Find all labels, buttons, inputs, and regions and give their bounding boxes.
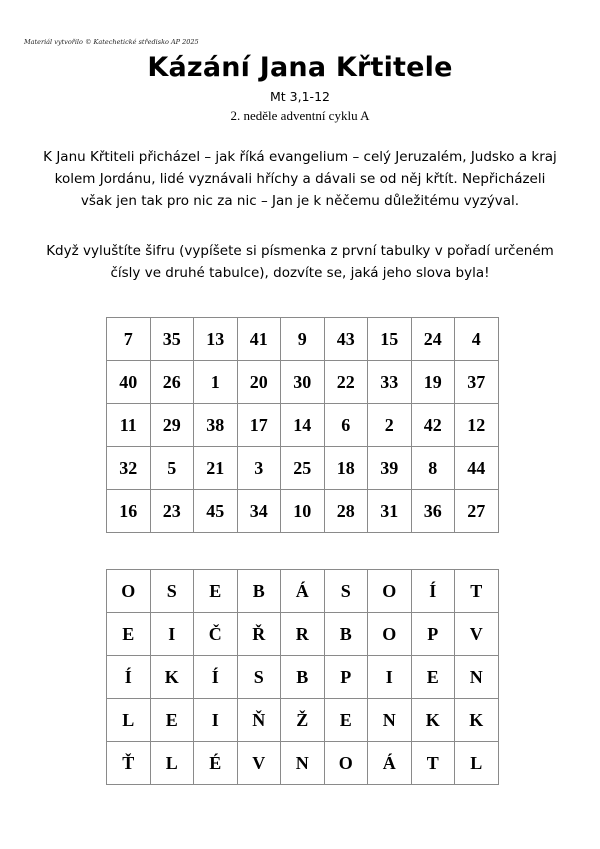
letter-cell: I [368,656,412,699]
number-cell: 22 [324,361,368,404]
credit-line: Materiál vytvořilo © Katechetické středisko AP 2025 [24,38,199,46]
number-cell: 30 [281,361,325,404]
number-cell: 44 [455,447,499,490]
number-cell: 15 [368,318,412,361]
letter-cell: Á [368,742,412,785]
letter-cell: Ř [237,613,281,656]
letter-cell: Í [194,656,238,699]
number-cell: 7 [107,318,151,361]
number-grid-row [107,404,499,447]
letter-cell: Č [194,613,238,656]
number-grid-row [107,447,499,490]
letter-cell: S [237,656,281,699]
letter-grid-row [107,699,499,742]
number-cell: 3 [237,447,281,490]
letter-cell: O [368,613,412,656]
subtitle: 2. neděle adventní cyklu A [230,108,370,123]
letter-cell: E [194,570,238,613]
number-cell: 8 [411,447,455,490]
number-cell: 19 [411,361,455,404]
letter-cell: S [150,570,194,613]
number-cell: 39 [368,447,412,490]
letter-cell: E [411,656,455,699]
number-cell: 40 [107,361,151,404]
number-cell: 41 [237,318,281,361]
intro-paragraph: K Janu Křtiteli přicházel – jak říká evangelium – celý Jeruzalém, Judsko a kraj kolem Jordánu, lidé vyznávali hříchy a dávali se od něj křtít. Nepřicházeli však jen tak pro nic za nic – Jan je k něčemu důležitému vyzýval. [43,149,557,209]
letter-grid [106,569,499,785]
number-cell: 28 [324,490,368,533]
letter-cell: O [107,570,151,613]
number-cell: 31 [368,490,412,533]
number-cell: 4 [455,318,499,361]
letter-cell: É [194,742,238,785]
letter-cell: E [107,613,151,656]
number-cell: 32 [107,447,151,490]
number-cell: 18 [324,447,368,490]
letter-cell: O [368,570,412,613]
letter-cell: N [368,699,412,742]
number-cell: 23 [150,490,194,533]
letter-cell: V [237,742,281,785]
number-cell: 27 [455,490,499,533]
letter-cell: T [455,570,499,613]
letter-cell: V [455,613,499,656]
number-grid-row [107,318,499,361]
number-cell: 20 [237,361,281,404]
letter-cell: E [324,699,368,742]
number-cell: 42 [411,404,455,447]
letter-cell: B [324,613,368,656]
number-cell: 38 [194,404,238,447]
number-cell: 12 [455,404,499,447]
number-cell: 29 [150,404,194,447]
number-cell: 16 [107,490,151,533]
letter-grid-row [107,570,499,613]
letter-cell: B [281,656,325,699]
letter-cell: N [455,656,499,699]
number-cell: 21 [194,447,238,490]
letter-cell: E [150,699,194,742]
letter-cell: I [150,613,194,656]
letter-cell: K [150,656,194,699]
number-cell: 9 [281,318,325,361]
page-title: Kázání Jana Křtitele [147,52,453,83]
letter-cell: L [455,742,499,785]
number-cell: 45 [194,490,238,533]
letter-grid-row [107,656,499,699]
number-cell: 17 [237,404,281,447]
bible-reference: Mt 3,1-12 [270,89,330,104]
letter-cell: S [324,570,368,613]
number-cell: 2 [368,404,412,447]
letter-grid-row [107,613,499,656]
number-cell: 1 [194,361,238,404]
letter-cell: Ť [107,742,151,785]
number-cell: 26 [150,361,194,404]
number-cell: 36 [411,490,455,533]
letter-cell: Á [281,570,325,613]
number-cell: 33 [368,361,412,404]
instructions-paragraph: Když vyluštíte šifru (vypíšete si písmenka z první tabulky v pořadí určeném čísly ve druhé tabulce), dozvíte se, jaká jeho slova byla! [46,243,554,281]
letter-cell: P [411,613,455,656]
letter-cell: Ž [281,699,325,742]
number-cell: 11 [107,404,151,447]
number-cell: 13 [194,318,238,361]
letter-cell: I [194,699,238,742]
number-cell: 37 [455,361,499,404]
letter-cell: R [281,613,325,656]
number-cell: 24 [411,318,455,361]
letter-cell: Ň [237,699,281,742]
letter-cell: O [324,742,368,785]
number-cell: 25 [281,447,325,490]
number-grid-row [107,361,499,404]
number-cell: 5 [150,447,194,490]
number-cell: 10 [281,490,325,533]
letter-cell: T [411,742,455,785]
letter-cell: B [237,570,281,613]
letter-cell: N [281,742,325,785]
number-grid [106,317,499,533]
letter-cell: L [107,699,151,742]
number-grid-row [107,490,499,533]
letter-cell: Í [411,570,455,613]
letter-cell: L [150,742,194,785]
number-cell: 35 [150,318,194,361]
number-cell: 6 [324,404,368,447]
letter-cell: P [324,656,368,699]
letter-grid-row [107,742,499,785]
number-cell: 34 [237,490,281,533]
number-cell: 43 [324,318,368,361]
letter-cell: Í [107,656,151,699]
number-cell: 14 [281,404,325,447]
letter-cell: K [455,699,499,742]
letter-cell: K [411,699,455,742]
